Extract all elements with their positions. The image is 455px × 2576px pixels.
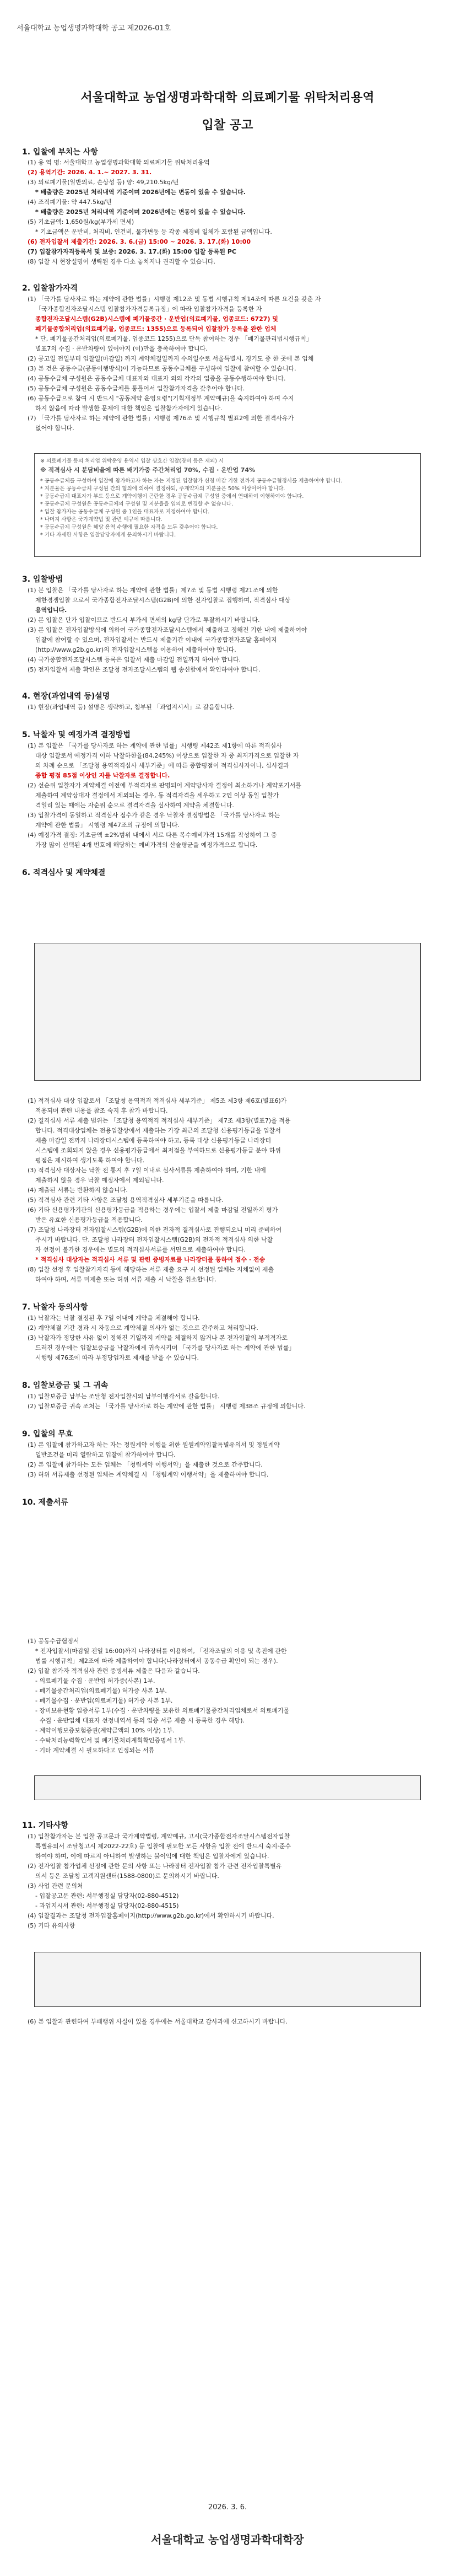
s2-line: 종합전자조달시스템(G2B)시스템에 폐기물중간 · 운반업(의료폐기물, 업종코드: 6727) 및 [35,315,278,323]
s11-line: 하여야 하며, 이에 따르지 아니하여 발생하는 불이익에 대한 책임은 입찰자에게 있습니다. [35,1853,269,1860]
note-line: * 공동수급체를 구성하여 입찰에 참가하고자 하는 자는 지정된 입찰참가 신청 마감 기한 전까지 공동수급협정서를 제출하여야 합니다. [40,478,343,484]
s10-line: - 폐기물수집 · 운반업(의료폐기물) 허가증 사본 1부. [35,1697,173,1704]
document-table-image [34,1775,421,1800]
note-line: ※ 적격심사 시 분담비율에 따른 배기가중 주간처리업 70%, 수집 · 운반업 74% [40,466,256,474]
section-7-heading: 7. 낙찰자 등의사항 [22,1303,88,1312]
s11-line: (1) 입찰참가자는 본 입찰 공고문과 국가계약법령, 계약예규, 고시(국가종합전자조달시스템전자입찰 [28,1833,290,1840]
s10-line: * 전자입찰서(마감일 전일 16:00)까지 나라장터를 이용하여, 「전자조달의 이용 및 촉진에 관한 [35,1647,287,1655]
s2-line: (2) 공고일 전일부터 입찰일(마감일) 까지 계약체결일까지 수의일수로 서울특별시, 경기도 중 한 곳에 본 업체 [28,355,314,362]
s3-line: 제한경쟁입찰 으로서 국가종합전자조달시스템(G2B)에 의한 전자입찰로 집행하며, 적격심사 대상 [35,597,291,604]
s3-line: (http://www.g2b.go.kr)의 전자입찰시스템을 이용하여 제출하여야 합니다. [35,646,236,653]
s5-line: (1) 본 입찰은 「국가를 당사자로 하는 계약에 관한 법률」시행령 제42조 제1항에 따른 적격심사 [28,742,282,749]
s6-line: (4) 제출된 서류는 반환하지 않습니다. [28,1187,128,1194]
s6-line: 평점은 제시하여 생기도록 하여야 합니다. [35,1157,145,1164]
s2-line: (3) 본 건은 공동수급(공동이행방식)이 가능하므로 공동수급체를 구성하여 입찰에 참여할 수 있습니다. [28,365,296,372]
section-11-heading: 11. 기타사항 [22,1821,68,1830]
s11-line: - 입찰공고문 관련: 서무행정실 담당자(02-880-4512) [35,1892,179,1899]
issue-date: 2026. 3. 6. [208,2503,247,2511]
s9-line: (2) 본 입찰에 참가하는 모든 업체는 「청렴계약 이행서약」을 제출한 것으로 간주합니다. [28,1461,263,1468]
note-line: * 공동수급체 구성원은 공동수급체의 구성원 및 지분율을 임의로 변경할 수 없습니다. [40,501,233,507]
s10-line: 법률 시행규칙」제2조에 따라 제출하여야 합니다(나라장터에서 공동수급 확인이 되는 경우). [35,1657,278,1665]
s1-line: (5) 기초금액: 1,650원/kg(부가세 면세) [28,218,134,226]
s2-line: (1) 「국가를 당사자로 하는 계약에 관한 법률」시행령 제12조 및 동법 시행규칙 제14조에 따른 요건을 갖춘 자 [28,296,321,303]
section-9-heading: 9. 입찰의 무효 [22,1430,73,1439]
s1-line: (3) 의료폐기물(일반의료, 손상성 등) 양: 49,210.5kg/년 [28,179,179,186]
s3-line: 용역입니다. [35,607,67,614]
section-8-heading: 8. 입찰보증금 및 그 귀속 [22,1381,109,1390]
s5-line: 대상 입찰로서 예정가격 이하 낙찰하한율(84.245%) 이상으로 입찰한 자 중 최저가격으로 입찰한 자 [35,752,299,759]
evaluation-table-image [34,943,421,1081]
s10-line: - 폐기물중간처리업(의료폐기물) 허가증 사본 1부. [35,1687,167,1694]
page-subtitle: 입찰 공고 [202,119,253,132]
s2-line: 「국가종합전자조달시스템 입찰참가자격등록규정」에 따라 입찰참가자격을 등록한 자 [35,305,262,313]
s2-line: 별표7의 수집 · 운반차량이 있어야지 (이)만을 충족하여야 합니다. [35,345,208,352]
s6-line: (1) 적격심사 대상 입찰로서 「조달청 용역적격 적격심사 세부기준」 제5조 제3항 제6호(별표6)가 [28,1097,287,1104]
s6-line: (8) 입찰 선정 후 입찰참가자격 등에 해당하는 서류 제출 요구 시 선정된 업체는 지체없이 제출 [28,1266,274,1273]
s2-line: (4) 공동수급체 구성원은 공동수급체 대표자와 대표자 외의 각각의 업종을 공동수행하여야 합니다. [28,375,286,382]
note-line: * 기타 자세한 사항은 입찰담당자에게 문의하시기 바랍니다. [40,532,176,538]
s10-line: - 의료폐기물 수집 · 운반업 허가증(사본) 1부. [35,1677,155,1684]
s5-line: (4) 예정가격 결정: 기초금액 ±2%범위 내에서 서로 다른 복수예비가격 15개를 작성하여 그 중 [28,831,277,839]
s2-line: 폐기물종합처리업(의료폐기물, 업종코드: 1355)으로 등록되어 입찰참가 등록을 완한 업체 [35,325,277,332]
s11-line: (2) 전자입찰 참가업체 선정에 관한 문의 사항 또는 나라장터 전자입찰 참가 관련 전자입찰특별유 [28,1863,282,1870]
s1-line: * 배출량은 2025년 처리내역 기준이며 2026년에는 변동이 있을 수 있습니다. [35,189,246,196]
s5-line: 종합 평점 85점 이상인 자를 낙찰자로 결정합니다. [35,772,170,779]
note-line: * 입찰 참가자는 공동수급체 구성원 중 1인을 대표자로 지정하여야 합니다. [40,509,210,515]
s6-line: 제출하지 않을 경우 낙찰 예정자에서 제외됩니다. [35,1177,164,1184]
section-4-heading: 4. 현장(과업내역 등)설명 [22,692,110,701]
s10-line: (2) 입찰 참가자 적격심사 관련 증빙서류 제출은 다음과 같습니다. [28,1667,200,1675]
section-5-heading: 5. 낙찰자 및 예정가격 결정방법 [22,731,131,739]
s9-line: (3) 허위 서류제출 선정된 업체는 계약체결 시 「청렴계약 이행서약」을 제출하여야 합니다. [28,1471,269,1478]
s2-line: 하지 않음에 따라 발생한 문제에 대한 책임은 입찰참가자에게 있습니다. [35,405,223,412]
page-title: 서울대학교 농업생명과학대학 의료폐기물 위탁처리용역 [80,91,375,105]
s11-line: (3) 사업 관련 문의처 [28,1882,83,1890]
notice-number: 서울대학교 농업생명과학대학 공고 제2026-01호 [17,24,171,33]
s5-line: (2) 선순위 입찰자가 계약체결 이전에 부적격자로 판명되어 계약당사자 결정이 최소하거나 계약포기서를 [28,782,301,789]
s1-line: * 배출량은 2025년 처리내역 기준이며 2026년에는 변동이 있을 수 있습니다. [35,208,246,216]
s6-line: (5) 적격심사 관련 기타 사항은 조달청 용역적격심사 세부기준을 따릅니다. [28,1196,224,1204]
s6-line: (2) 결격심사 서류 제출 범위는 「조달청 용역적격 적격심사 세부기준」 제7조 제3항(별표7)을 적용 [28,1117,291,1124]
appendix-table-image [34,1952,421,2007]
s9-line: 일반조건을 미리 열람하고 입찰에 참가하여야 합니다. [35,1451,176,1458]
s6-line: 하여야 하며, 서류 미제출 또는 허위 서류 제출 시 낙찰을 취소합니다. [35,1276,216,1283]
s6-line: 받은 유효한 신용평가등급을 적용합니다. [35,1216,143,1223]
s10-line: - 기타 계약체결 시 필요하다고 인정되는 서류 [35,1747,155,1754]
s6-line: 합니다. 적격대상업체는 전용입찰상에서 제출하는 가장 최근의 조달청 신용평가등급을 입찰서 [35,1127,281,1134]
s2-line: * 단, 폐기물공간처리업(의료폐기물, 업종코드 1255)으로 단독 참여하는 경우 「폐기물관리법시행규칙」 [35,335,312,342]
issuer-signature: 서울대학교 농업생명과학대학장 [151,2533,304,2546]
s8-line: (1) 입찰보증금 납부는 조달청 전자입찰시의 납부이행각서로 갈음합니다. [28,1393,220,1400]
s10-line: - 수탁처리능력확인서 및 폐기물처리계획확인증명서 1부. [35,1737,186,1744]
s3-line: (5) 전자입찰서 제출 확인은 조달청 전자조달시스템의 웹 송신함에서 확인하여야 합니다. [28,666,261,673]
s6-line: * 적격심사 대상자는 적격심사 서류 및 관련 증빙자료를 나라장터를 통하여 접수 · 전송 [35,1256,266,1263]
note-line: * 공동수급체 대표자가 부도 등으로 계약이행이 곤란한 경우 공동수급체 구성원 중에서 연대하여 이행하여야 합니다. [40,493,304,500]
s2-line: (6) 공동수급으로 참여 시 반드시 "공동계약 운영요령"(기획재정부 계약예규)을 숙지하여야 하며 수지 [28,395,294,402]
s2-line: (5) 공동수급체 구성원은 공동수급체를 통틀어서 입찰참가자격을 갖추어야 합니다. [28,385,245,392]
s1-line: (6) 전자입찰서 제출기간: 2026. 3. 6.(금) 15:00 ~ 2026. 3. 17.(화) 10:00 [28,238,251,245]
section-2-heading: 2. 입찰참가자격 [22,284,78,293]
s6-line: 시스템에 조회되지 않을 경우 신용평가등급에서 최저점을 부여하므로 신용평가등급 분야 하위 [35,1147,281,1154]
s4-line: (1) 현장(과업내역 등) 설명은 생략하고, 첨부된 「과업지시서」로 갈음합니다. [28,704,235,711]
s7-line: (1) 낙찰자는 낙찰 결정된 후 7일 이내에 계약을 체결해야 합니다. [28,1314,200,1322]
s6-line: 제출 마감일 전까지 나라장터시스템에 등록하여야 하고, 등록 대상 신용평가등급 나라장터 [35,1137,272,1144]
s6-line: (7) 조달청 나라장터 전자입찰시스템(G2B)에 의한 전자적 결격심사로 진행되오니 미리 준비하여 [28,1226,282,1233]
s11-line: (5) 기타 유의사항 [28,1922,75,1929]
s1-line: (7) 입찰참가자격등록서 및 보증: 2026. 3. 17.(화) 15:00 입찰 등록된 PC [28,248,236,255]
s5-line: 가장 많이 선택된 4개 번호에 해당하는 예비가격의 산술평균을 예정가격으로 합니다. [35,841,258,849]
s11-line: - 과업지시서 관련: 서무행정실 담당자(02-880-4515) [35,1902,179,1909]
s1-line: (2) 용역기간: 2026. 4. 1.~ 2027. 3. 31. [28,169,152,176]
s3-line: (1) 본 입찰은 「국가를 당사자로 하는 계약에 관한 법률」제7조 및 동법 시행령 제21조에 의한 [28,587,278,594]
s8-line: (2) 입찰보증금 귀속 조처는 「국가를 당사자로 하는 계약에 관한 법률」 시행령 제38조 규정에 의합니다. [28,1403,306,1410]
s5-line: 계약에 관한 법률」 시행령 제47조의 규정에 의합니다. [35,822,180,829]
s6-line: (3) 적격심사 대상자는 낙찰 전 통지 후 7일 이내로 심사서류를 제출하여야 하며, 기한 내에 [28,1167,266,1174]
s7-line: 드러진 경우에는 입찰보증금을 낙찰자에게 귀속시키며 「국가를 당사자로 하는 계약에 관한 법률」 [35,1344,295,1351]
s1-line: (8) 입찰 시 현장설명이 생략된 경우 다소 놓치지나 권리할 수 있습니다. [28,258,215,265]
s5-line: 제출하여 계약상대자 결정에서 제외되는 경우, 동 적격자격을 세우하고 2인 이상 동일 입찰가 [35,792,279,799]
s11-line: 특별유의서 조달청고시 제2022-22호) 등 입찰에 필요한 모든 사항을 입찰 전에 반드시 숙지·준수 [35,1843,291,1850]
s6-line: 자 선정이 불가한 경우에는 별도의 적격심사서류를 서면으로 제출하여야 합니다. [35,1246,246,1253]
s6-line: (6) 기타 신용평가기관의 신용평가등급을 적용하는 경우에는 입찰서 제출 마감일 전일까지 평가 [28,1206,278,1214]
s9-line: (1) 본 입찰에 참가하고자 하는 자는 정원계약 이행을 위한 원원계약입찰특별유의서 및 정원계약 [28,1441,280,1448]
note-line: * 공동수급체 구성원은 해당 용역 수행에 필요한 자격을 모두 갖추어야 합니다. [40,524,218,530]
note-line: ※ 의료폐기물 등의 처리업 위탁운영 용역시 입찰 상호간 입찰(장비 등은 제외) 시 [40,458,224,464]
s3-line: 입찰에 참여할 수 있으며, 전자입찰서는 반드시 제출기간 이내에 국가종합전자조달 홈페이지 [35,636,277,643]
section-1-heading: 1. 입찰에 부치는 사항 [22,148,98,157]
s1-line: * 기초금액은 운반비, 처리비, 인건비, 물가변동 등 각종 제경비 일체가 포함된 금액입니다. [35,228,272,235]
note-box [34,453,421,557]
s5-line: 의 차례 순으로 「조달청 용역적격심사 세부기준」에 따른 종합평점이 적격심사자이나, 심사결과 [35,762,289,769]
s11-line: (6) 본 입찰과 관련하여 부패행위 사실이 있을 경우에는 서울대학교 감사과에 신고하시기 바랍니다. [28,2018,288,2025]
s10-line: (1) 공동수급협정서 [28,1638,79,1645]
s3-line: (2) 본 입찰은 단가 입찰이므로 반드시 부가세 면세의 kg당 단가로 투찰하시기 바랍니다. [28,616,260,624]
s5-line: (3) 입찰가격이 동일하고 적격심사 점수가 같은 경우 낙찰자 결정방법은 「국가를 당사자로 하는 [28,812,280,819]
s3-line: (3) 본 입찰은 전자입찰방식에 의하여 국가종합전자조달시스템에서 제출하고 정해진 기한 내에 제출하여야 [28,626,307,634]
s10-line: - 계약이행보증보험증권(계약금액의 10% 이상) 1부. [35,1727,175,1734]
s10-line: - 장비보유현황 입증서류 1부(수집 · 운반차량을 보유한 의료폐기물중간처리업체로서 의료폐기물 [35,1707,290,1714]
note-line: * 나머지 사항은 국가계약법 및 관련 예규에 따릅니다. [40,517,162,523]
s11-line: 의서 등은 조달청 고객지원센터(1588-0800)로 문의하시기 바랍니다. [35,1872,219,1880]
section-10-heading: 10. 제출서류 [22,1498,68,1507]
note-line: * 지분율은 공동수급체 구성원 간의 협의에 의하여 결정하되, 주계약자의 지분율은 50% 이상이어야 합니다. [40,486,285,492]
s3-line: (4) 국가종합전자조달시스템 등록은 입찰서 제출 마감일 전일까지 하여야 합니다. [28,656,241,663]
s7-line: 시행령 제76조에 따라 부정당업자로 제재를 받을 수 있습니다. [35,1354,199,1361]
s1-line: (1) 용 역 명: 서울대학교 농업생명과학대학 의료폐기물 위탁처리용역 [28,159,210,166]
s1-line: (4) 조직폐기물: 약 447.5kg/년 [28,198,112,206]
s2-line: (7) 「국가를 당사자로 하는 계약에 관한 법률」시행령 제76조 및 시행규칙 별표2에 의한 결격사유가 [28,415,294,422]
section-6-heading: 6. 적격심사 및 계약체결 [22,868,106,877]
s7-line: (2) 계약체결 기간 경과 시 자동으로 계약체결 의사가 없는 것으로 간주하고 처리합니다. [28,1324,258,1332]
s10-line: 수집 · 운반업체 대표자 선정내역서 등의 입증 서류 제출 시 등록한 경우 해당). [40,1717,245,1724]
s7-line: (3) 낙찰자가 정당한 사유 없이 정해진 기일까지 계약을 체결하지 않거나 본 전자입찰의 부적격자로 [28,1334,288,1341]
s6-line: 주시기 바랍니다. 단, 조달청 나라장터 전자입찰시스템(G2B)의 전자적 적격심사 의한 낙찰 [35,1236,273,1243]
s11-line: (4) 입찰결과는 조달청 전자입찰홈페이지(http://www.g2b.go.kr)에서 확인하시기 바랍니다. [28,1912,274,1919]
s5-line: 격일리 있는 때에는 자순위 순으로 결격자격을 심사하여 계약을 체결합니다. [35,802,234,809]
section-3-heading: 3. 입찰방법 [22,575,63,584]
s6-line: 적용되며 관련 내용을 참조 숙지 후 참가 바랍니다. [35,1107,168,1114]
s2-line: 없어야 합니다. [35,425,74,432]
